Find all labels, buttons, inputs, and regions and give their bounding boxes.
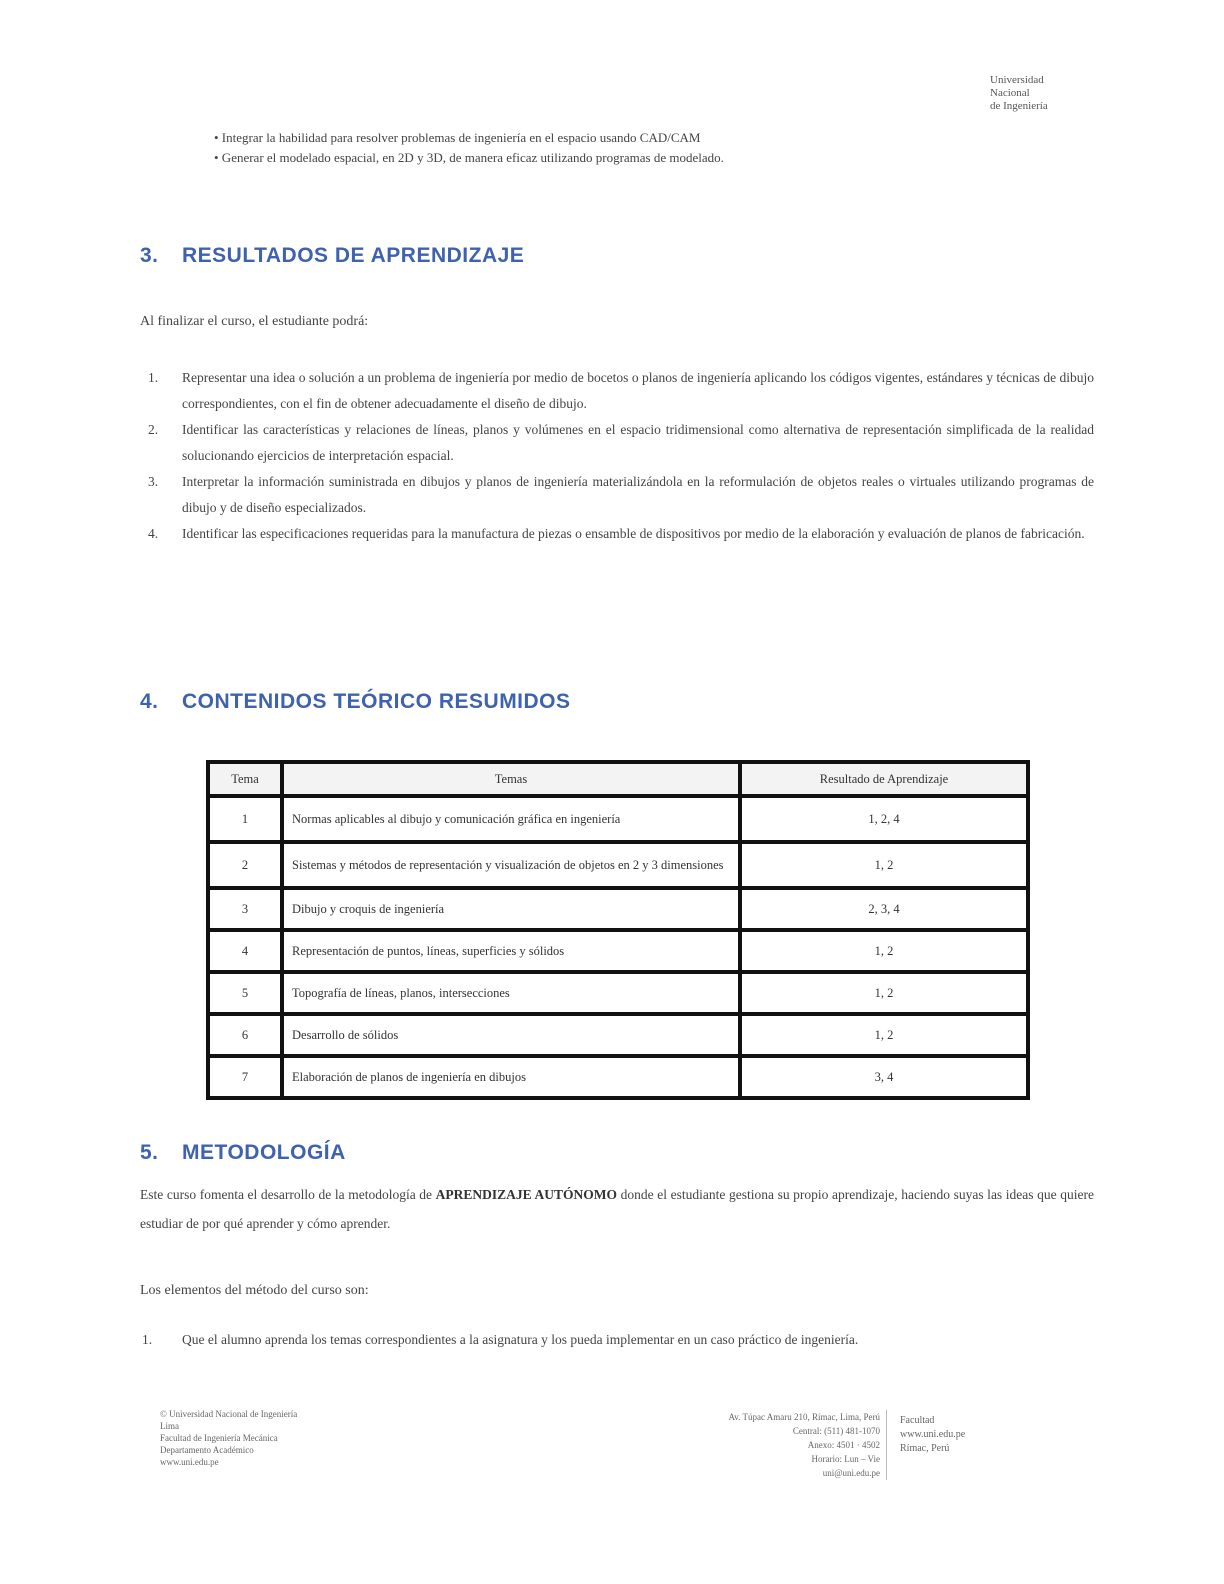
footer-line: Av. Túpac Amaru 210, Rímac, Lima, Perú (728, 1412, 880, 1422)
column-header: Resultado de Aprendizaje (740, 762, 1028, 796)
table-cell-topic: Topografía de líneas, planos, intersecciones (282, 972, 740, 1014)
table-header-row (208, 762, 1028, 796)
section-number: 4. (140, 690, 159, 713)
item-number: 3. (148, 474, 159, 489)
item-number: 4. (148, 526, 159, 541)
methodology-steps-list (140, 1325, 1094, 1354)
table-cell-number: 3 (208, 888, 282, 930)
table-cell-number: 2 (208, 842, 282, 888)
table-cell-topic: Sistemas y métodos de representación y visualización de objetos en 2 y 3 dimensiones (282, 842, 740, 888)
list-item (140, 1325, 1094, 1354)
column-header: Temas (282, 762, 740, 796)
logo-line: de Ingeniería (990, 100, 1048, 112)
table-cell-outcome: 1, 2 (740, 930, 1028, 972)
table-cell-topic: Representación de puntos, líneas, superficies y sólidos (282, 930, 740, 972)
table-cell-outcome: 3, 4 (740, 1056, 1028, 1098)
section-title: CONTENIDOS TEÓRICO RESUMIDOS (182, 690, 571, 713)
section-number: 5. (140, 1141, 159, 1164)
footer-line: © Universidad Nacional de Ingeniería (160, 1409, 298, 1419)
table-cell-topic: Dibujo y croquis de ingeniería (282, 888, 740, 930)
list-item (140, 521, 1094, 547)
footer-address-block (588, 1410, 887, 1480)
table-cell-topic: Normas aplicables al dibujo y comunicación gráfica en ingeniería (282, 796, 740, 842)
logo-line: Nacional (990, 87, 1030, 99)
table-row (208, 972, 1028, 1014)
footer-line: Departamento Académico (160, 1445, 254, 1455)
footer-line: Anexo: 4501 · 4502 (807, 1440, 880, 1450)
item-text: Que el alumno aprenda los temas correspondientes a la asignatura y los pueda implementar en un caso práctico de ingeniería. (182, 1332, 859, 1347)
paragraph-text: Este curso fomenta el desarrollo de la metodología de (140, 1187, 436, 1202)
table-row (208, 1014, 1028, 1056)
footer-right-block (900, 1414, 1070, 1456)
table-cell-number: 4 (208, 930, 282, 972)
methodology-lead: Los elementos del método del curso son: (140, 1283, 369, 1298)
intro-line: • Integrar la habilidad para resolver problemas de ingeniería en el espacio usando CAD/CAM (214, 130, 701, 145)
footer-line: uni@uni.edu.pe (822, 1468, 880, 1478)
table-row (208, 796, 1028, 842)
footer-line: Facultad (900, 1415, 935, 1426)
section-heading-learning-outcomes (140, 244, 524, 268)
section-title: METODOLOGÍA (182, 1141, 346, 1164)
section-heading-methodology (140, 1141, 346, 1165)
table-cell-outcome: 2, 3, 4 (740, 888, 1028, 930)
footer-line: www.uni.edu.pe (160, 1457, 219, 1467)
table-cell-outcome: 1, 2 (740, 972, 1028, 1014)
section-heading-contents (140, 690, 571, 714)
section-lead: Al finalizar el curso, el estudiante podrá: (140, 314, 369, 329)
table-cell-number: 5 (208, 972, 282, 1014)
paragraph-emphasis: APRENDIZAJE AUTÓNOMO (435, 1187, 618, 1202)
item-number: 1. (148, 370, 159, 385)
list-item (140, 365, 1094, 417)
list-item (140, 469, 1094, 521)
table-row (208, 1056, 1028, 1098)
topics-table (206, 760, 1030, 1100)
section-number: 3. (140, 244, 159, 267)
table-row (208, 842, 1028, 888)
footer-left-block (160, 1408, 400, 1468)
table-cell-topic: Elaboración de planos de ingeniería en dibujos (282, 1056, 740, 1098)
topics-table-container (206, 760, 1030, 1100)
item-number: 1. (142, 1332, 153, 1347)
list-item (140, 417, 1094, 469)
intro-line: • Generar el modelado espacial, en 2D y 3D, de manera eficaz utilizando programas de modelado. (214, 150, 724, 165)
table-cell-outcome: 1, 2, 4 (740, 796, 1028, 842)
intro-bullets (214, 128, 1060, 168)
item-number: 2. (148, 422, 159, 437)
table-row (208, 930, 1028, 972)
table-cell-outcome: 1, 2 (740, 842, 1028, 888)
item-text: Interpretar la información suministrada en dibujos y planos de ingeniería materializándola en la reformulación de objetos reales o virtuales utilizando programas de dibujo y de diseño especializados. (182, 474, 1094, 515)
university-logo (990, 74, 1086, 113)
learning-outcomes-list (140, 365, 1094, 547)
footer-line: Lima (160, 1421, 179, 1431)
table-cell-topic: Desarrollo de sólidos (282, 1014, 740, 1056)
footer-line: Horario: Lun – Vie (811, 1454, 880, 1464)
footer-line: Facultad de Ingeniería Mecánica (160, 1433, 278, 1443)
table-cell-number: 6 (208, 1014, 282, 1056)
section-title: RESULTADOS DE APRENDIZAJE (182, 244, 525, 267)
table-row (208, 888, 1028, 930)
item-text: Identificar las especificaciones requeridas para la manufactura de piezas o ensamble de dispositivos por medio de la elaboración y evaluación de planos de fabricación. (182, 526, 1085, 541)
item-text: Representar una idea o solución a un problema de ingeniería por medio de bocetos o planos de ingeniería aplicando los códigos vigentes, estándares y técnicas de dibujo correspondientes, con el fin de obtener adecuadamente el diseño de dibujo. (182, 370, 1094, 411)
methodology-paragraph (140, 1180, 1094, 1238)
footer-line: www.uni.edu.pe (900, 1429, 966, 1440)
paragraph-text: donde el estudiante gestiona su propio aprendizaje, haciendo suyas las ideas que quiere estudiar de por qué aprender y cómo aprender. (140, 1187, 1094, 1231)
footer-line: Rímac, Perú (900, 1443, 950, 1454)
item-text: Identificar las características y relaciones de líneas, planos y volúmenes en el espacio tridimensional como alternativa de representación simplificada de la realidad solucionando ejercicios de interpretación espacial. (182, 422, 1094, 463)
table-cell-outcome: 1, 2 (740, 1014, 1028, 1056)
footer-line: Central: (511) 481-1070 (792, 1426, 880, 1436)
table-cell-number: 1 (208, 796, 282, 842)
logo-line: Universidad (990, 74, 1044, 86)
table-cell-number: 7 (208, 1056, 282, 1098)
column-header: Tema (208, 762, 282, 796)
